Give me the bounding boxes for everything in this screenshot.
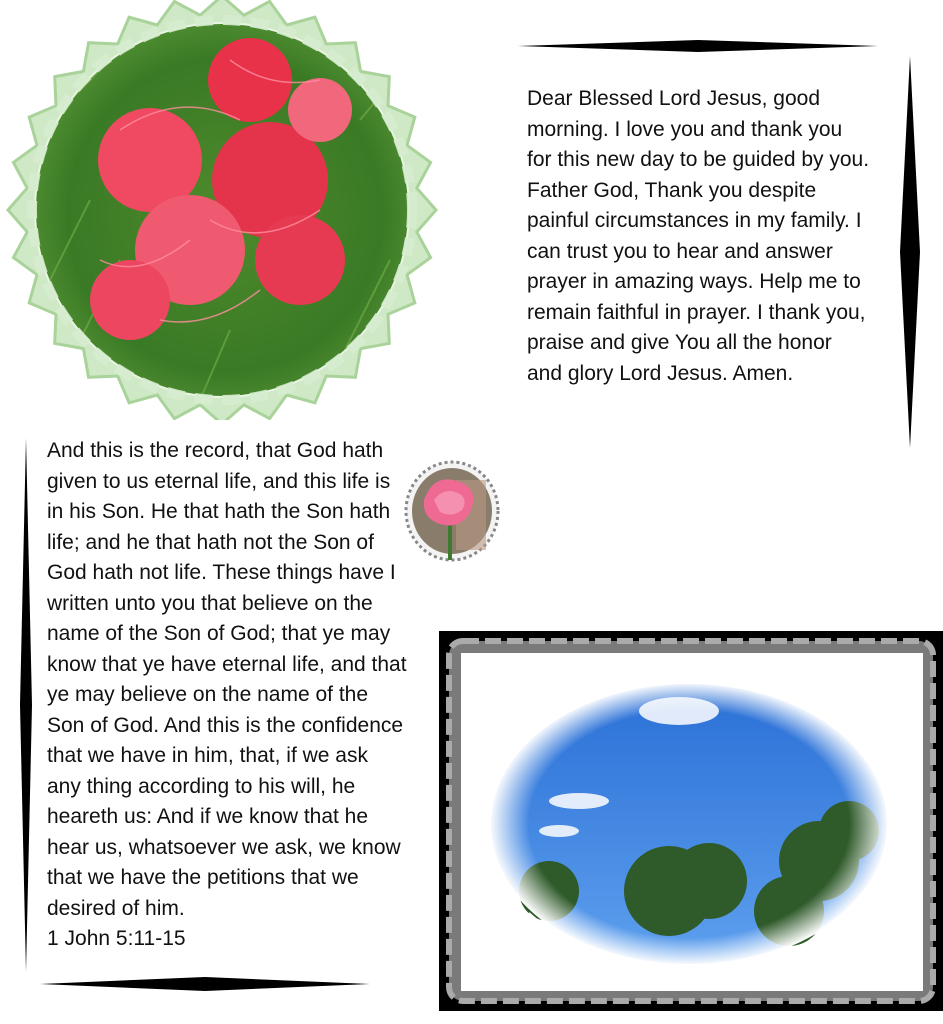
top-divider [518, 38, 878, 54]
left-vertical-divider [18, 438, 34, 972]
scripture-reference: 1 John 5:11-15 [47, 927, 186, 950]
sky-trees-image [439, 631, 943, 1011]
pink-rose-image [404, 460, 500, 562]
right-vertical-divider [900, 56, 920, 448]
scripture-text: And this is the record, that God hath given to us eternal life, and this life is in his Son. He that hath the Son hath life; and he that hath not the Son of God hath not life. These things have I written unto you that believe on the name of the Son of God; that ye may know that ye have eternal life, and that ye may believe on the name of the Son of God. And this is the confidence that we have in him, that, if we ask any thing according to his will, he heareth us: And if we know that he hear us, whatsoever we ask, we know that we have the petitions that we desired of him. [47, 439, 407, 920]
prayer-text: Dear Blessed Lord Jesus, good morning. I love you and thank you for this new day to be guided by you. Father God, Thank you despite painful circumstances in my family. I can trust you to hear and answer prayer in amazing ways. Help me to remain faithful in prayer. I thank you, praise and give You all the honor and glory Lord Jesus. Amen. [527, 87, 870, 385]
scripture-passage [47, 436, 407, 955]
bottom-divider [40, 976, 370, 992]
red-spider-lily-image [0, 0, 450, 420]
